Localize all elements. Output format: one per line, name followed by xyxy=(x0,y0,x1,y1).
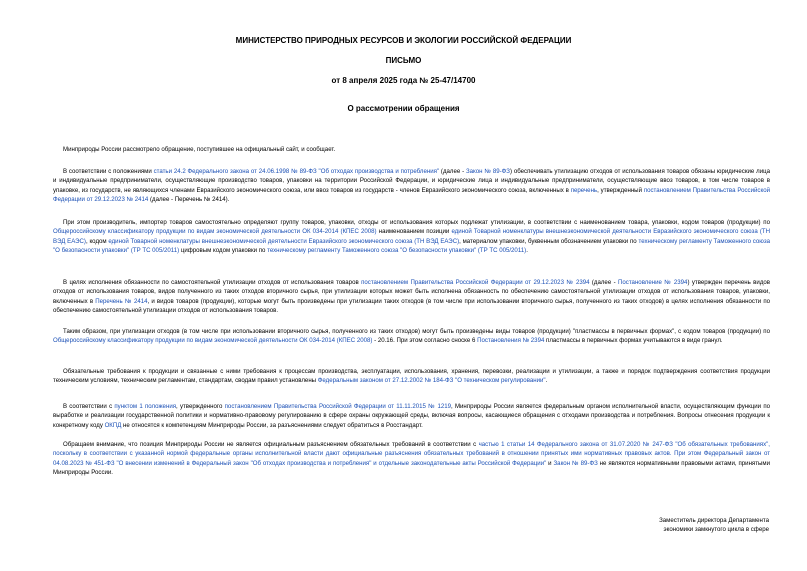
text-run: В соответствии с xyxy=(63,403,115,410)
paragraph-disclaimer xyxy=(53,440,770,478)
link-perechen[interactable]: перечень xyxy=(570,186,598,194)
document-subject: О рассмотрении обращения xyxy=(347,104,460,113)
text-run: , Минприроды России является федеральным органом исполнительной власти, осуществляющим функции по выработке и реализации государственной политики и нормативно-правовому регулированию в сфере охраны окружающей среды, включая вопросы, касающиеся обращения с отходами производства и потребления. Вопросы отнесения продукции к конкретному коду xyxy=(53,403,771,429)
paragraph-competence xyxy=(53,402,770,430)
link-okpd2[interactable]: Общероссийскому классификатору продукции по видам экономической деятельности ОК 034-2014 (КПЕС 2008) xyxy=(53,228,377,236)
text-run: При этом производитель, импортер товаров самостоятельно определяют группу товаров, упаковки, отходы от использования которых подлежат утилизации, в соответствии с наименованием товара, упаковки, кодом товаров (продукции) по xyxy=(63,219,770,226)
paragraph-producer xyxy=(53,218,770,256)
link-tn-ved-2[interactable]: единой Товарной номенклатуры внешнеэкономической деятельности Евразийского экономического союза (ТН ВЭД ЕАЭС) xyxy=(108,237,460,245)
text-run: не являются нормативными правовыми актами, принятыми Минприроды России. xyxy=(53,459,770,477)
link-tn-ved-1[interactable]: единой Товарной номенклатуры внешнеэкономической деятельности Евразийского экономического союза (ТН ВЭД ЕАЭС) xyxy=(53,228,771,245)
text-run: и xyxy=(546,459,554,467)
paragraph-2394 xyxy=(53,278,770,316)
text-run: не относятся к компетенциям Минприроды России, за разъяснениями следует обратиться в Росстандарт. xyxy=(121,421,423,429)
document-type: ПИСЬМО xyxy=(385,56,422,65)
text-run: , утвержденный xyxy=(597,186,644,194)
link-okpd[interactable]: ОКПД xyxy=(104,421,122,429)
text-run: Минприроды России рассмотрело обращение, поступившее на официальный сайт, и сообщает. xyxy=(63,146,336,153)
link-postanovlenie-2394[interactable]: постановлением Правительства Российской Федерации от 29.12.2023 № 2394 xyxy=(361,279,590,286)
text-run: (далее - xyxy=(439,168,466,175)
link-postanovlenie-2394-short[interactable]: Постановление № 2394 xyxy=(618,279,688,286)
signature-line-2: экономики замкнутого цикла в сфере xyxy=(663,526,769,533)
text-run: наименованием позиции xyxy=(376,228,452,236)
link-postanovlenie-1219[interactable]: постановлением Правительства Российской Федерации от 11.11.2015 № 1219 xyxy=(224,403,452,410)
text-run: . xyxy=(526,247,528,255)
ministry-title: МИНИСТЕРСТВО ПРИРОДНЫХ РЕСУРСОВ И ЭКОЛОГИИ РОССИЙСКОЙ ФЕДЕРАЦИИ xyxy=(235,36,572,45)
text-run: ) обеспечивать утилизацию отходов от использования товаров обязаны юридические лица и индивидуальные предприниматели, осуществляющие производство товаров, упаковки на территории Российской Федерации, и юридические лица и индивидуальные предприниматели, осуществляющие ввоз товаров, в том числе товаров в упаковке, из государств, не являющихся членами Евразийского экономического союза, или ввоз товаров из государств - членов Евразийского экономического союза, включенных в xyxy=(53,168,770,194)
link-law-247-451[interactable]: частью 1 статьи 14 Федерального закона от 31.07.2020 № 247-ФЗ "Об обязательных требованиях", поскольку в соответствии с указанной нормой федеральные органы исполнительной власти дают официальные разъяснения обязательных требований в отношении принятых ими нормативных правовых актов. При этом Федеральный закон от 04.08.2023 № 451-ФЗ "О внесении изменений в Федеральный закон "Об отходах производства и потребления" и отдельные законодательные акты Российской Федерации" xyxy=(53,441,770,467)
link-okpd2-2[interactable]: Общероссийскому классификатору продукции по видам экономической деятельности ОК 034-2014 (КПЕС 2008) xyxy=(53,337,373,345)
text-run: , материалом упаковки, буквенным обозначением упаковки по xyxy=(459,237,639,245)
link-postanovleniya-2394[interactable]: Постановления № 2394 xyxy=(477,337,545,345)
text-run: . xyxy=(545,377,548,385)
text-run: - 20.16. При этом согласно сноске 6 xyxy=(372,337,478,345)
link-law-184[interactable]: Федеральным законом от 27.12.2002 № 184-ФЗ "О техническом регулировании" xyxy=(317,377,546,385)
text-run: Таким образом, при утилизации отходов (в том числе при использовании вторичного сырья, полученного из таких отходов) могут быть произведены виды товаров (продукции) "пластмассы в первичных формах", с кодом товаров (продукции) по xyxy=(63,328,770,335)
signature-block xyxy=(659,516,769,534)
link-perechen-2414[interactable]: Перечень № 2414 xyxy=(95,297,148,305)
link-punkt-1[interactable]: пунктом 1 положения xyxy=(114,403,177,410)
paragraph-law-89 xyxy=(53,167,770,205)
text-run: В соответствии с положениями xyxy=(63,168,154,175)
signature-line-1: Заместитель директора Департамента xyxy=(659,517,769,524)
text-run: (далее - Перечень № 2414). xyxy=(148,196,230,204)
link-article-24-2[interactable]: статьи 24.2 Федерального закона от 24.06.1998 № 89-ФЗ "Об отходах производства и потребления" xyxy=(153,168,440,175)
paragraph-requirements xyxy=(53,367,770,386)
text-run: , утвержденного xyxy=(176,403,225,410)
link-law-89[interactable]: Закон № 89-ФЗ xyxy=(465,168,510,175)
text-run: В целях исполнения обязанности по самостоятельной утилизации отходов от использования товаров xyxy=(63,279,362,286)
text-run: (далее - xyxy=(589,279,619,286)
link-postanovlenie-2414[interactable]: постановлением Правительства Российской Федерации от 29.12.2023 № 2414 xyxy=(53,186,770,204)
paragraph-plastics xyxy=(53,327,770,346)
text-run: цифровым кодом упаковки по xyxy=(179,247,268,255)
text-run: пластмассы в первичных формах учитываются в виде гранул. xyxy=(544,337,723,345)
text-run: Обязательные требования к продукции и связанные с ними требования к процессам производства, эксплуатации, использования, хранения, перевозки, реализации и утилизации, а также и порядок подтверждения соответствия продукции техническим условиям, техническим регламентам, стандартам, сводам правил установлены xyxy=(53,368,770,385)
document-date-number: от 8 апреля 2025 года № 25-47/14700 xyxy=(331,76,476,85)
text-run: Обращаем внимание, что позиция Минприроды России не является официальным разъяснением обязательных требований в соответствии с xyxy=(63,441,479,448)
link-tr-ts-1[interactable]: техническому регламенту Таможенного союза "О безопасности упаковки" (ТР ТС 005/2011) xyxy=(53,237,771,255)
text-run: ) утвержден перечень видов отходов от использования товаров, видов полученного из таких отходов вторичного сырья, при утилизации которых может быть исполнена обязанность по обеспечению самостоятельной утилизации отходов от использования товаров, упаковки, включенных в xyxy=(53,279,770,305)
link-law-89-2[interactable]: Закон № 89-ФЗ xyxy=(553,459,598,467)
text-run: , кодом xyxy=(85,237,109,245)
link-tr-ts-2[interactable]: техническому регламенту Таможенного союза "О безопасности упаковки" (ТР ТС 005/2011) xyxy=(267,247,527,255)
text-run: , и видов товаров (продукции), которые могут быть произведены при утилизации таких отходов (в том числе при использовании вторичного сырья, полученного из таких отходов) в целях исполнения обязанности по обеспечению самостоятельной утилизации отходов от использования товаров. xyxy=(53,297,771,315)
paragraph-intro xyxy=(53,145,770,154)
